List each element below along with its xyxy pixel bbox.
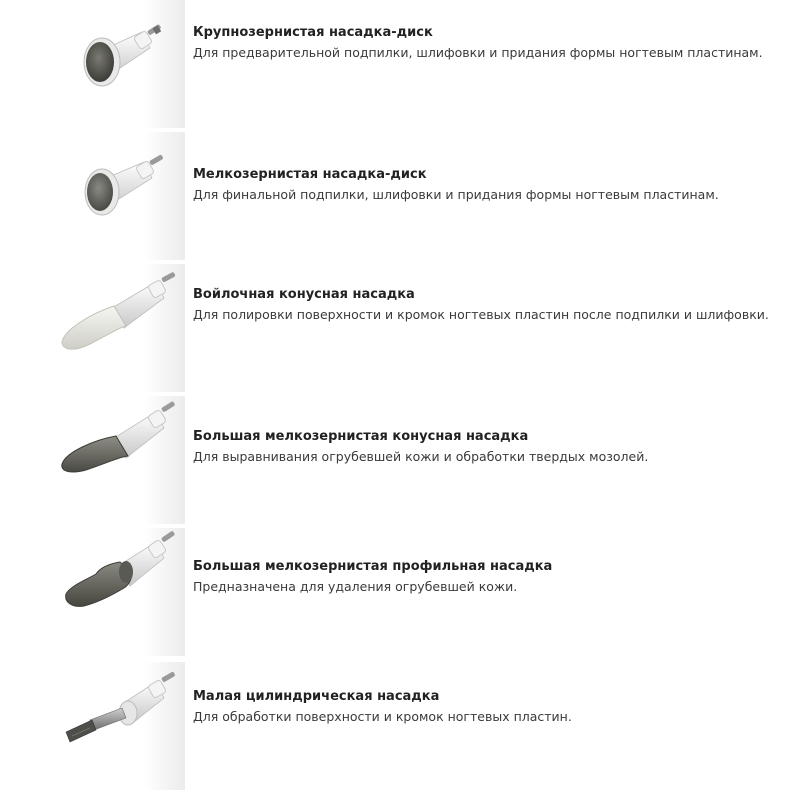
item-description: Для выравнивания огрубевшей кожи и обработки твердых мозолей. <box>193 449 649 464</box>
list-item <box>0 662 800 792</box>
item-title: Большая мелкозернистая профильная насадка <box>193 559 553 574</box>
item-title: Малая цилиндрическая насадка <box>193 689 440 704</box>
coarse-disc-attachment-icon <box>50 0 185 128</box>
list-item <box>0 0 800 130</box>
item-title: Крупнозернистая насадка-диск <box>193 25 433 40</box>
fine-disc-attachment-icon <box>50 132 185 260</box>
item-description: Для обработки поверхности и кромок ногтевых пластин. <box>193 709 572 724</box>
small-cylinder-attachment-icon <box>50 662 185 790</box>
list-item <box>0 528 800 658</box>
item-description: Для финальной подпилки, шлифовки и придания формы ногтевым пластинам. <box>193 187 719 202</box>
item-title: Войлочная конусная насадка <box>193 287 415 302</box>
list-item <box>0 132 800 262</box>
list-item <box>0 264 800 394</box>
item-description: Для предварительной подпилки, шлифовки и придания формы ногтевым пластинам. <box>193 45 763 60</box>
item-description: Предназначена для удаления огрубевшей кожи. <box>193 579 518 594</box>
item-title: Мелкозернистая насадка-диск <box>193 167 427 182</box>
item-title: Большая мелкозернистая конусная насадка <box>193 429 529 444</box>
large-fine-profile-attachment-icon <box>50 528 185 656</box>
large-fine-cone-attachment-icon <box>50 396 185 524</box>
felt-cone-attachment-icon <box>50 264 185 392</box>
item-description: Для полировки поверхности и кромок ногтевых пластин после подпилки и шлифовки. <box>193 307 769 322</box>
list-item <box>0 396 800 526</box>
